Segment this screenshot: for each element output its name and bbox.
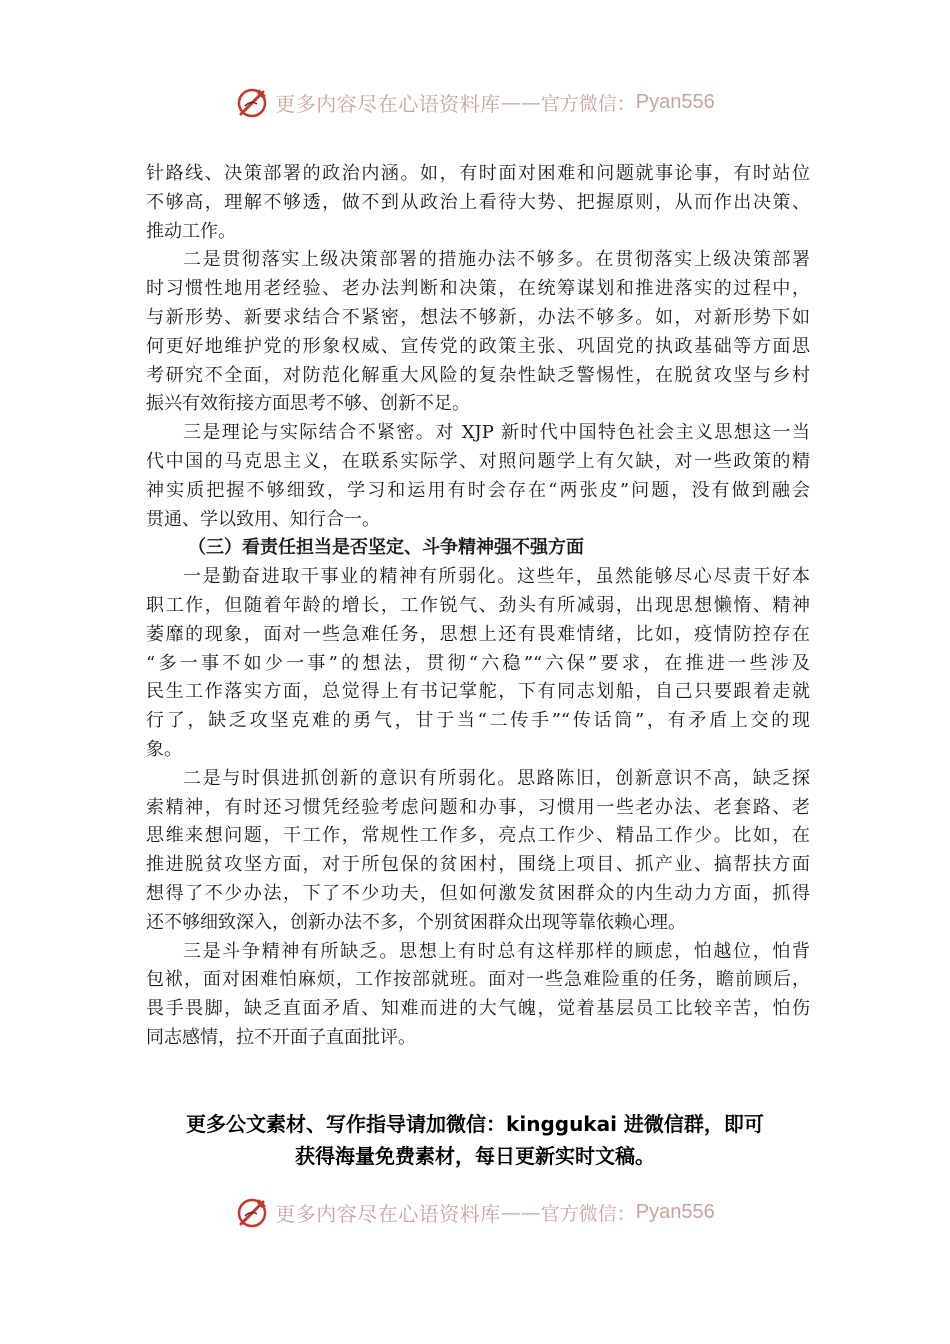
pen-logo-icon xyxy=(235,1194,271,1230)
section-heading: （三）看责任担当是否坚定、斗争精神强不强方面 xyxy=(188,537,584,559)
banner-text: 更多内容尽在心语资料库 xyxy=(275,91,501,116)
text-line: 索精神，有时还习惯凭经验考虑问题和办事，习惯用一些老办法、老套路、老 xyxy=(146,796,810,818)
banner-separator: —— xyxy=(500,90,541,114)
text-line: 三是理论与实际结合不紧密。对 XJP 新时代中国特色社会主义思想这一当 xyxy=(183,422,810,444)
footer-banner xyxy=(0,1192,950,1232)
text-line: 畏手畏脚，缺乏直面矛盾、知难而进的大气魄，觉着基层员工比较辛苦，怕伤 xyxy=(146,998,810,1020)
text-line: 贯通、学以致用、知行合一。 xyxy=(146,508,380,530)
header-banner xyxy=(0,82,950,122)
text-line: 不够高，理解不够透，做不到从政治上看待大势、把握原则，从而作出决策、 xyxy=(146,191,810,213)
text-line: 三是斗争精神有所缺乏。思想上有时总有这样那样的顾虑，怕越位，怕背 xyxy=(183,940,810,962)
pen-logo-icon xyxy=(235,84,271,120)
banner-text: 更多内容尽在心语资料库 xyxy=(275,1201,501,1226)
promo-line-2: 获得海量免费素材，每日更新实时文稿。 xyxy=(295,1144,655,1168)
document-body xyxy=(146,160,810,1053)
text-line: 还不够细致深入，创新办法不多，个别贫困群众出现等靠依赖心理。 xyxy=(146,911,686,933)
text-line: 职工作，但随着年龄的增长，工作锐气、劲头有所减弱，出现思想懒惰、精神 xyxy=(146,594,810,616)
promo-line-1: 更多公文素材、写作指导请加微信：kinggukai 进微信群，即可 xyxy=(186,1112,764,1136)
text-line: 时习惯性地用老经验、老办法判断和决策，在统筹谋划和推进落实的过程中， xyxy=(146,278,810,300)
text-line: 一是勤奋进取干事业的精神有所弱化。这些年，虽然能够尽心尽责干好本 xyxy=(183,566,810,588)
text-line: 神实质把握不够细致，学习和运用有时会存在“两张皮”问题，没有做到融会 xyxy=(146,479,810,501)
text-line: 考研究不全面，对防范化解重大风险的复杂性缺乏警惕性，在脱贫攻坚与乡村 xyxy=(146,364,810,386)
banner-label: 官方微信： xyxy=(540,1202,636,1225)
text-line: 推动工作。 xyxy=(146,220,236,242)
text-line: 同志感情，拉不开面子直面批评。 xyxy=(146,1026,416,1048)
banner-wechat-id: Pyan556 xyxy=(635,1200,715,1223)
text-line: 振兴有效衔接方面思考不够、创新不足。 xyxy=(146,393,470,415)
text-line: 萎靡的现象，面对一些急难任务，思想上还有畏难情绪，比如，疫情防控存在 xyxy=(146,623,810,645)
text-line: 包袱，面对困难怕麻烦，工作按部就班。面对一些急难险重的任务，瞻前顾后， xyxy=(146,969,810,991)
text-line: 象。 xyxy=(146,738,182,760)
text-line: 针路线、决策部署的政治内涵。如，有时面对困难和问题就事论事，有时站位 xyxy=(146,163,810,184)
promo-block xyxy=(0,1108,950,1172)
banner-separator: —— xyxy=(500,1200,541,1224)
banner-wechat-id: Pyan556 xyxy=(635,90,715,113)
text-line: 二是与时俱进抓创新的意识有所弱化。思路陈旧，创新意识不高，缺乏探 xyxy=(183,767,810,789)
text-line: 行了，缺乏攻坚克难的勇气，甘于当“二传手”“传话筒”，有矛盾上交的现 xyxy=(146,710,810,732)
text-line: 代中国的马克思主义，在联系实际学、对照问题学上有欠缺，对一些政策的精 xyxy=(146,450,810,472)
banner-label: 官方微信： xyxy=(540,92,636,115)
text-line: 与新形势、新要求结合不紧密，想法不够新，办法不够多。如，对新形势下如 xyxy=(146,306,810,328)
text-line: 民生工作落实方面，总觉得上有书记掌舵，下有同志划船，自己只要跟着走就 xyxy=(146,681,810,703)
text-line: 想得了不少办法，下了不少功夫，但如何激发贫困群众的内生动力方面，抓得 xyxy=(146,882,810,904)
text-line: 二是贯彻落实上级决策部署的措施办法不够多。在贯彻落实上级决策部署 xyxy=(183,249,810,271)
text-line: 思维来想问题，干工作，常规性工作多，亮点工作少、精品工作少。比如，在 xyxy=(146,825,810,847)
text-line: “多一事不如少一事”的想法，贯彻“六稳”“六保”要求，在推进一些涉及 xyxy=(146,652,810,674)
text-line: 推进脱贫攻坚方面，对于所包保的贫困村，围绕上项目、抓产业、搞帮扶方面 xyxy=(146,854,810,876)
text-line: 何更好地维护党的形象权威、宣传党的政策主张、巩固党的执政基础等方面思 xyxy=(146,335,810,357)
